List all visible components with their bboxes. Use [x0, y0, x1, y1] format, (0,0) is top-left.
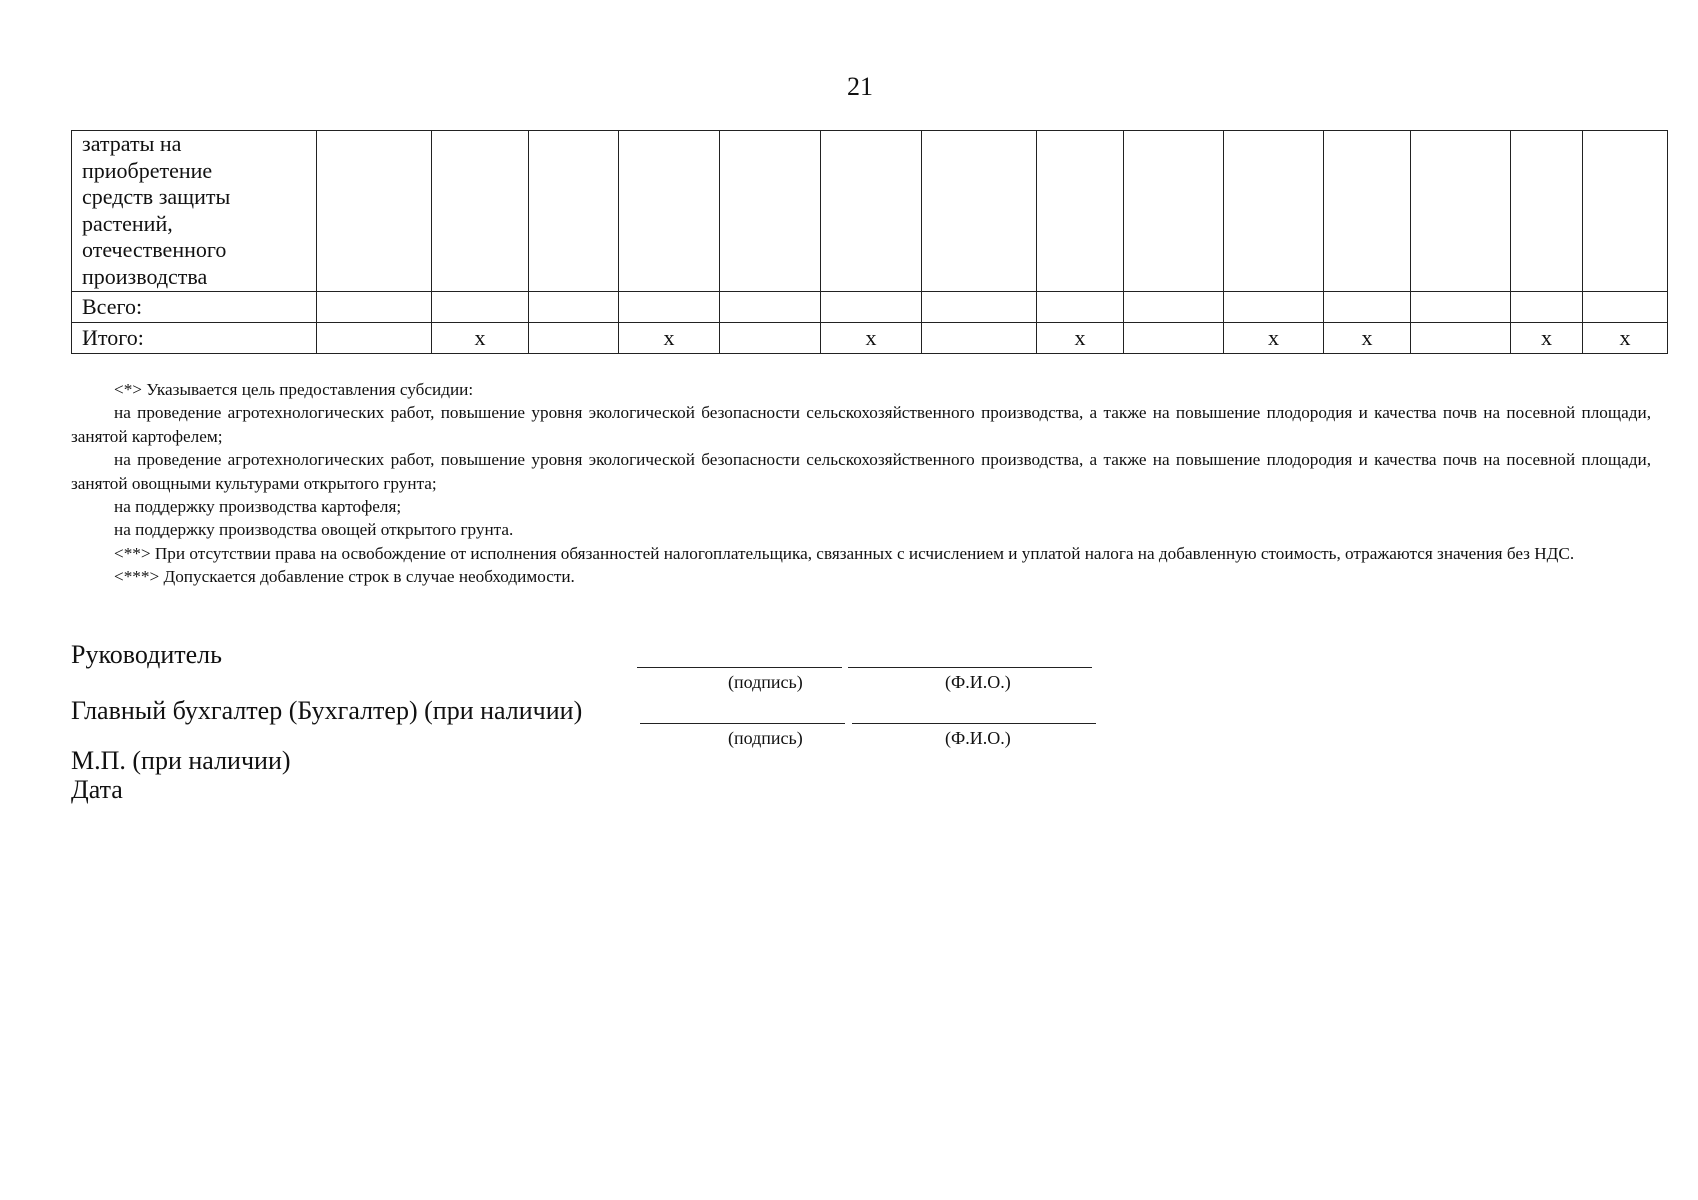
- row-label: [72, 131, 317, 292]
- empty-cell: [317, 323, 432, 354]
- empty-cell: [317, 292, 432, 323]
- row-label-line: отечественного: [82, 237, 227, 262]
- empty-cell: [317, 131, 432, 292]
- footnote-vat: <**> При отсутствии права на освобождение от исполнения обязанностей налогоплательщика, связанных с исчислением и уплатой налога на добавленную стоимость, отражаются значения без НДС.: [114, 543, 1575, 563]
- empty-cell: [922, 323, 1037, 354]
- footnote-item-potato-works: на проведение агротехнологических работ, повышение уровня экологической безопасности сельскохозяйственного производства, а также на повышение плодородия и качества почв на посевной площади, занятой картофелем;: [71, 403, 1651, 446]
- empty-cell: [1511, 292, 1583, 323]
- footnotes: [71, 378, 1651, 589]
- empty-cell: [1411, 292, 1511, 323]
- cross-mark-cell: х: [1511, 323, 1583, 354]
- date-label: Дата: [71, 775, 123, 804]
- cross-mark-cell: х: [1583, 323, 1668, 354]
- row-label-line: затраты на: [82, 131, 182, 156]
- table-row-total: [72, 292, 1668, 323]
- footnote-item-vegetable-support: на поддержку производства овощей открытого грунта.: [114, 520, 514, 540]
- footnote-item-vegetable-works: на проведение агротехнологических работ, повышение уровня экологической безопасности сельскохозяйственного производства, а также на повышение плодородия и качества почв на посевной площади, занятой овощными культурами открытого грунта;: [71, 450, 1651, 493]
- cross-mark-cell: х: [432, 323, 529, 354]
- head-name-line: [848, 667, 1092, 668]
- empty-cell: [821, 292, 922, 323]
- head-label: Руководитель: [71, 640, 222, 669]
- row-label-line: приобретение: [82, 157, 213, 183]
- empty-cell: [720, 292, 821, 323]
- empty-cell: [1224, 131, 1324, 292]
- table-row-grand-total: [72, 323, 1668, 354]
- empty-cell: [432, 292, 529, 323]
- empty-cell: [821, 131, 922, 292]
- head-signature-caption: (подпись): [728, 672, 803, 692]
- head-signature-line: [637, 667, 842, 668]
- page-number: 21: [847, 72, 873, 101]
- cross-mark-cell: х: [1037, 323, 1124, 354]
- report-table: [71, 130, 1668, 354]
- empty-cell: [720, 131, 821, 292]
- table-row-plant-protection: [72, 131, 1668, 292]
- accountant-name-line: [852, 723, 1096, 724]
- footnote-item-potato-support: на поддержку производства картофеля;: [114, 497, 402, 517]
- row-label-line: растений,: [82, 210, 173, 236]
- empty-cell: [1324, 131, 1411, 292]
- accountant-name-caption: (Ф.И.О.): [945, 728, 1011, 748]
- empty-cell: [1511, 131, 1583, 292]
- empty-cell: [1583, 292, 1668, 323]
- empty-cell: [922, 131, 1037, 292]
- empty-cell: [720, 323, 821, 354]
- row-label: Итого:: [72, 323, 317, 354]
- cross-mark-cell: х: [821, 323, 922, 354]
- stamp-label: М.П. (при наличии): [71, 746, 291, 775]
- empty-cell: [619, 292, 720, 323]
- row-label-line: средств защиты: [82, 184, 231, 209]
- empty-cell: [1324, 292, 1411, 323]
- empty-cell: [1411, 131, 1511, 292]
- empty-cell: [1411, 323, 1511, 354]
- footnote-add-rows: <***> Допускается добавление строк в случае необходимости.: [114, 567, 575, 587]
- empty-cell: [529, 131, 619, 292]
- chief-accountant-label: Главный бухгалтер (Бухгалтер) (при наличии): [71, 696, 583, 725]
- empty-cell: [529, 292, 619, 323]
- empty-cell: [1224, 292, 1324, 323]
- empty-cell: [1124, 292, 1224, 323]
- empty-cell: [1124, 131, 1224, 292]
- head-name-caption: (Ф.И.О.): [945, 672, 1011, 692]
- empty-cell: [619, 131, 720, 292]
- cross-mark-cell: х: [1224, 323, 1324, 354]
- row-label: Всего:: [72, 292, 317, 323]
- cross-mark-cell: х: [1324, 323, 1411, 354]
- empty-cell: [1124, 323, 1224, 354]
- accountant-signature-caption: (подпись): [728, 728, 803, 748]
- cross-mark-cell: х: [619, 323, 720, 354]
- empty-cell: [922, 292, 1037, 323]
- empty-cell: [1037, 131, 1124, 292]
- empty-cell: [529, 323, 619, 354]
- row-label-line: производства: [82, 263, 208, 289]
- empty-cell: [432, 131, 529, 292]
- accountant-signature-line: [640, 723, 845, 724]
- empty-cell: [1583, 131, 1668, 292]
- footnote-subsidy-purpose: <*> Указывается цель предоставления субсидии:: [114, 380, 474, 399]
- empty-cell: [1037, 292, 1124, 323]
